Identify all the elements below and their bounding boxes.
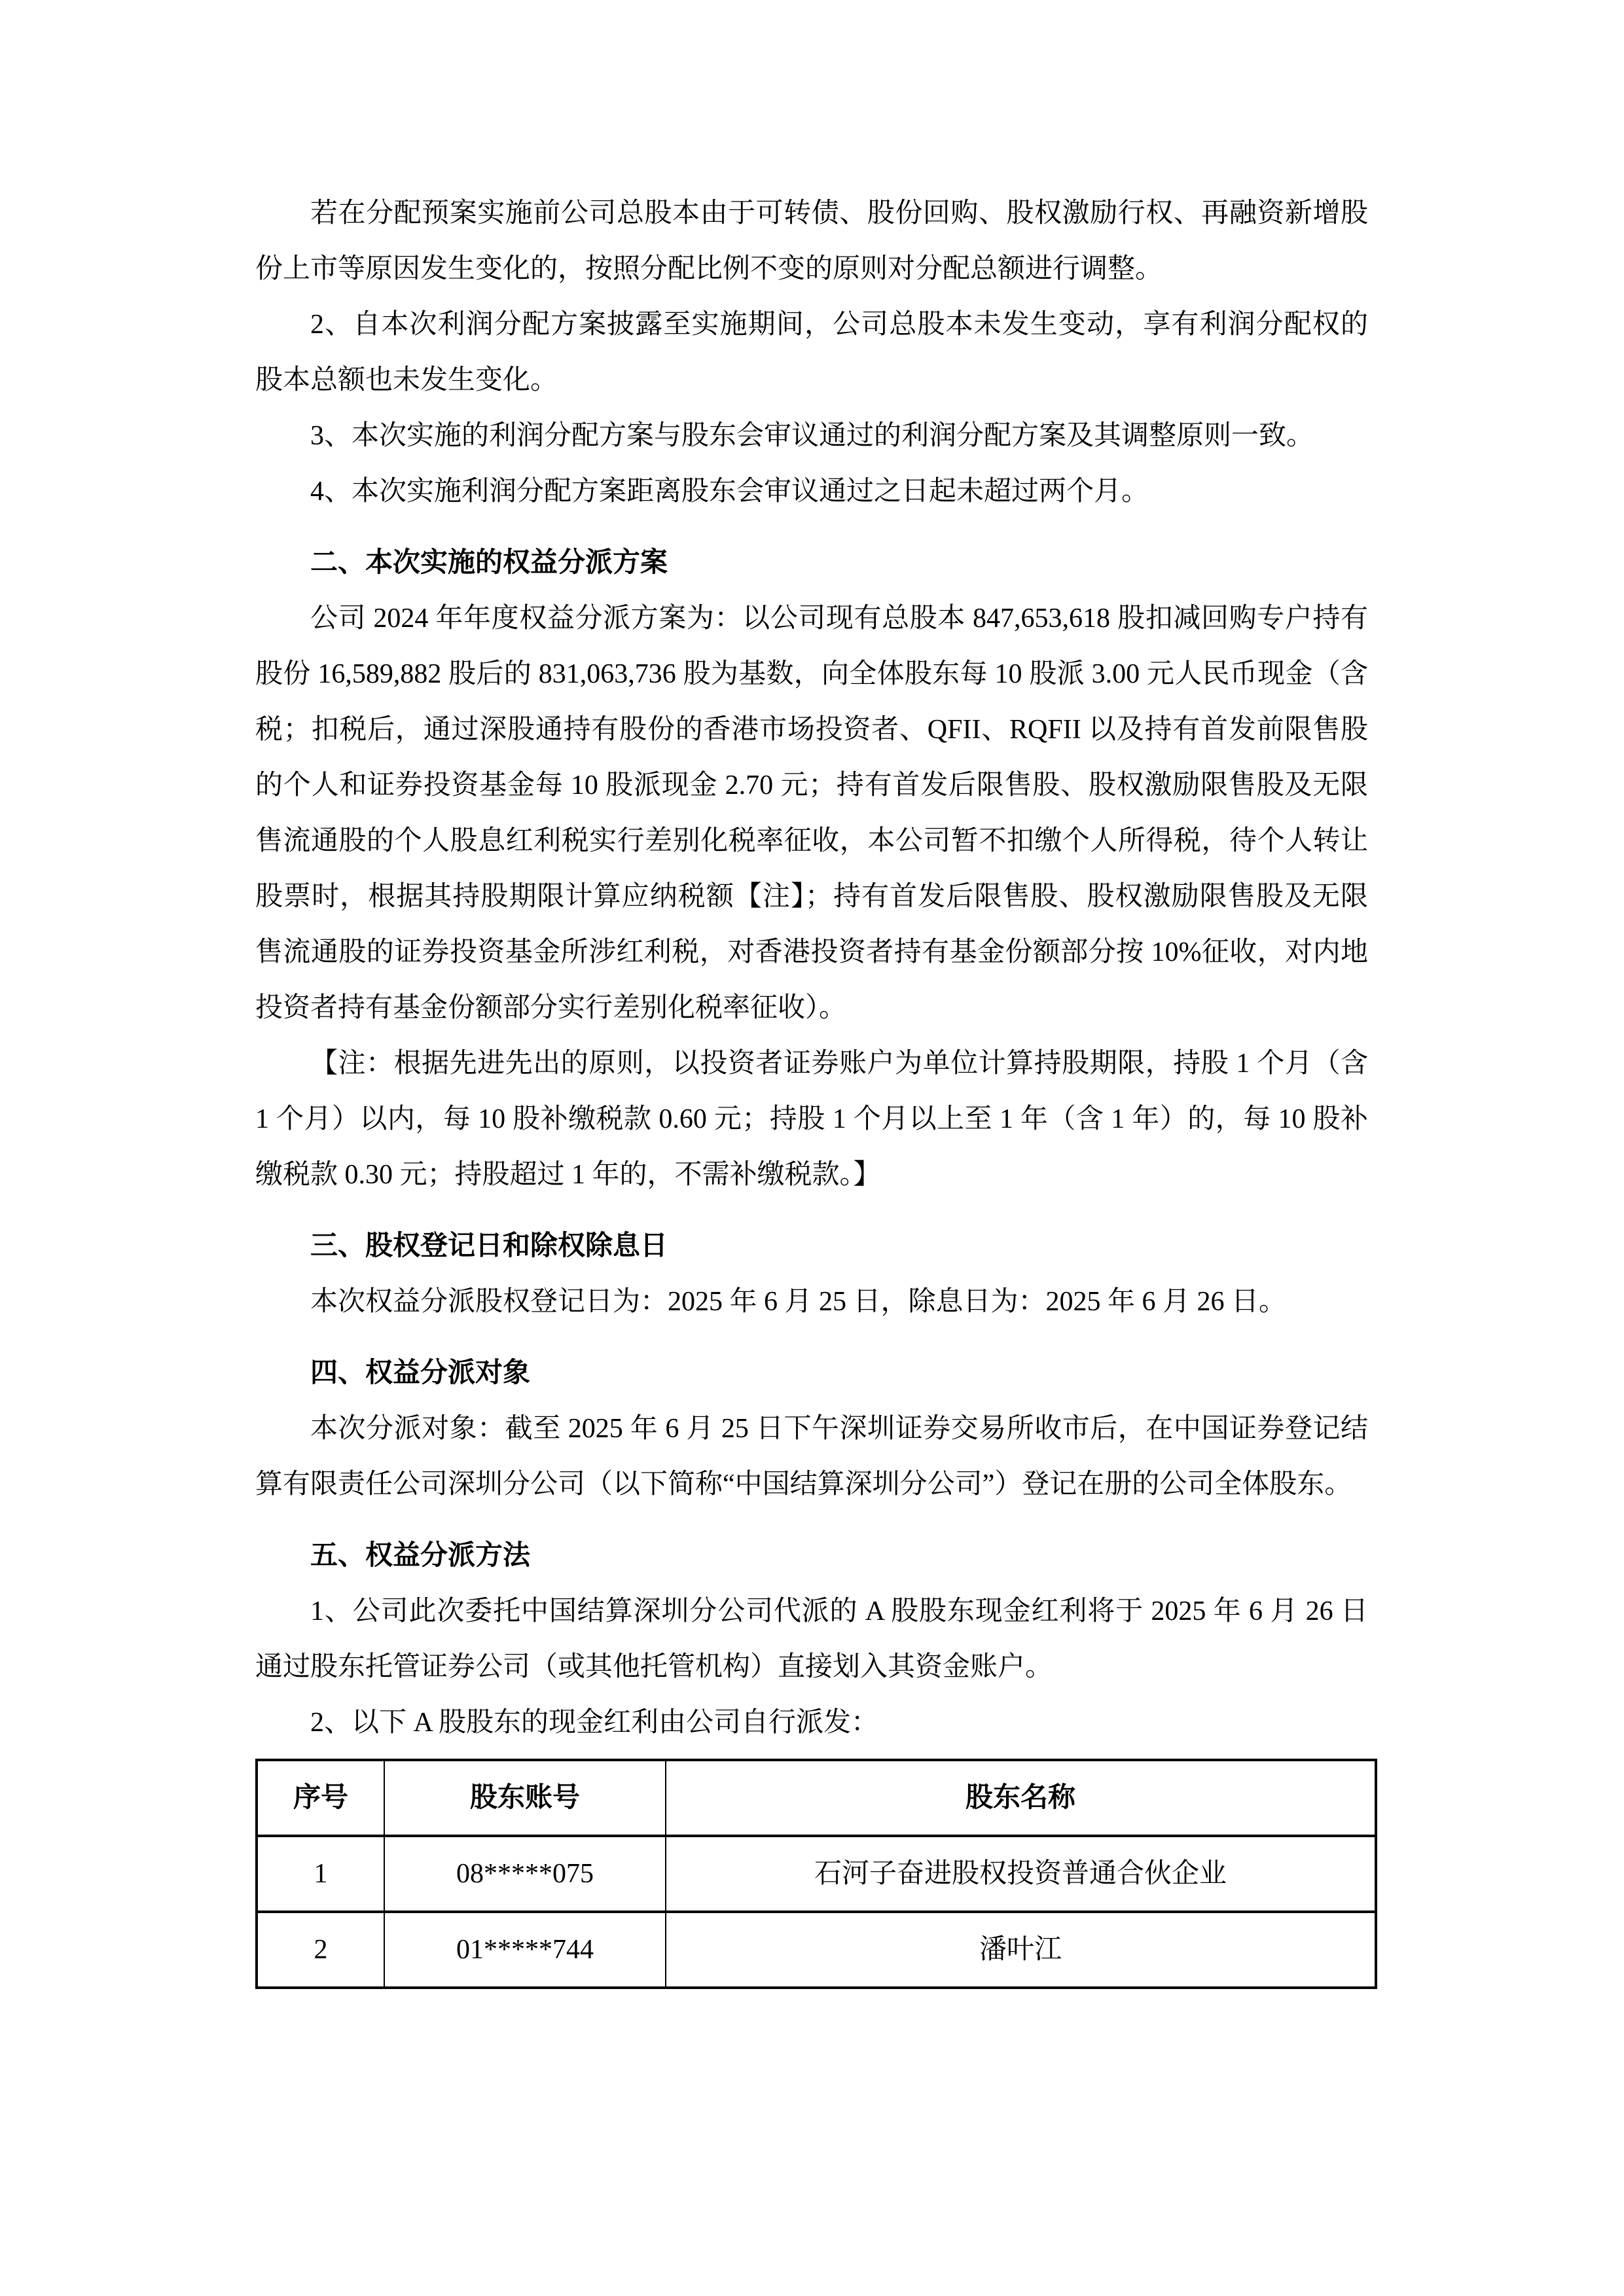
column-header-seq: 序号 — [257, 1760, 384, 1836]
cell-shareholder-account: 01*****744 — [384, 1912, 666, 1988]
cell-seq: 1 — [257, 1836, 384, 1912]
paragraph-item-3-plan-consistency: 3、本次实施的利润分配方案与股东会审议通过的利润分配方案及其调整原则一致。 — [310, 421, 1314, 451]
section-heading-2-distribution-plan: 二、本次实施的权益分派方案 — [310, 548, 668, 578]
table-row — [257, 1912, 1376, 1988]
column-header-shareholder-account: 股东账号 — [384, 1760, 666, 1836]
section-heading-3-record-date: 三、股权登记日和除权除息日 — [310, 1231, 668, 1261]
paragraph-distribution-target-details: 本次分派对象：截至 2025 年 6 月 25 日下午深圳证券交易所收市后，在中国证券登记结算有限责任公司深圳分公司（以下简称“中国结算深圳分公司”）登记在册的公司全体股东。 — [255, 1414, 1368, 1499]
section-heading-5-distribution-method: 五、权益分派方法 — [310, 1541, 531, 1571]
cell-shareholder-account: 08*****075 — [384, 1836, 666, 1912]
cell-shareholder-name: 石河子奋进股权投资普通合伙企业 — [666, 1836, 1376, 1912]
table-header-row — [257, 1760, 1376, 1836]
section-heading-4-distribution-target: 四、权益分派对象 — [310, 1358, 531, 1388]
paragraph-2024-distribution-plan-details: 公司 2024 年年度权益分派方案为：以公司现有总股本 847,653,618 股扣减回购专户持有股份 16,589,882 股后的 831,063,736 股为基数，向全体股东每 10 股派 3.00 元人民币现金（含税；扣税后，通过深股通持有股份的香港市场投资者、QFII、RQFII 以及持有首发前限售股的个人和证券投资基金每 10 股派现金 2.70 元；持有首发后限售股、股权激励限售股及无限售流通股的个人股息红利税实行差别化税率征收，本公司暂不扣缴个人所得税，待个人转让股票时，根据其持股期限计算应纳税额【注】；持有首发后限售股、股权激励限售股及无限售流通股的证券投资基金所涉红利税，对香港投资者持有基金份额部分按 10%征收，对内地投资者持有基金份额部分实行差别化税率征收）。 — [255, 603, 1368, 1023]
paragraph-item-4-within-two-months: 4、本次实施利润分配方案距离股东会审议通过之日起未超过两个月。 — [310, 476, 1149, 507]
cell-shareholder-name: 潘叶江 — [666, 1912, 1376, 1988]
table-row — [257, 1836, 1376, 1912]
paragraph-tax-note: 【注：根据先进先出的原则，以投资者证券账户为单位计算持股期限，持股 1 个月（含 1 个月）以内，每 10 股补缴税款 0.60 元；持股 1 个月以上至 1 年（含 1 年）的，每 10 股补缴税款 0.30 元；持股超过 1 年的，不需补缴税款。】 — [255, 1049, 1368, 1190]
paragraph-method-2-self-distribution: 2、以下 A 股股东的现金红利由公司自行派发： — [310, 1708, 879, 1738]
cell-seq: 2 — [257, 1912, 384, 1988]
paragraph-record-and-exdividend-dates: 本次权益分派股权登记日为：2025 年 6 月 25 日，除息日为：2025 年 6 月 26 日。 — [310, 1287, 1287, 1317]
paragraph-capital-change-adjustment: 若在分配预案实施前公司总股本由于可转债、股份回购、股权激励行权、再融资新增股份上市等原因发生变化的，按照分配比例不变的原则对分配总额进行调整。 — [255, 198, 1368, 284]
paragraph-item-2-share-capital-unchanged: 2、自本次利润分配方案披露至实施期间，公司总股本未发生变动，享有利润分配权的股本总额也未发生变化。 — [255, 310, 1368, 395]
paragraph-method-1-csdc-agent-payment: 1、公司此次委托中国结算深圳分公司代派的 A 股股东现金红利将于 2025 年 6 月 26 日通过股东托管证券公司（或其他托管机构）直接划入其资金账户。 — [255, 1596, 1368, 1682]
self-distribution-shareholders-table — [255, 1759, 1377, 1989]
document-body — [255, 186, 1368, 1989]
column-header-shareholder-name: 股东名称 — [666, 1760, 1376, 1836]
